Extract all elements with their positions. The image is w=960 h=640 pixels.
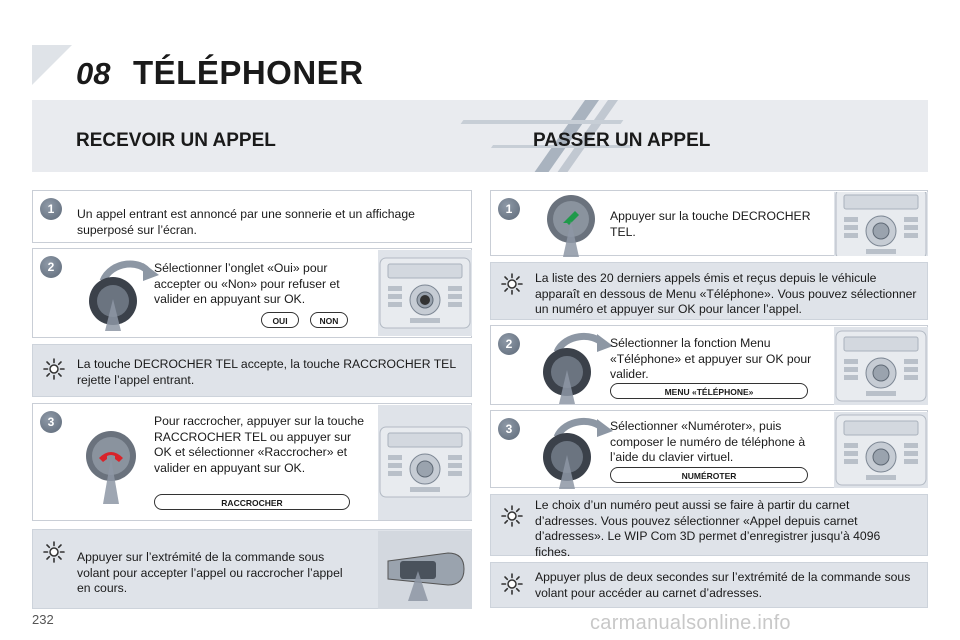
place-tip-3 <box>490 562 928 608</box>
receive-step-1 <box>32 190 472 243</box>
radio-unit-image <box>834 412 928 488</box>
step-badge: 1 <box>40 198 62 220</box>
step-badge: 3 <box>40 411 62 433</box>
place-step-3 <box>490 410 928 488</box>
step-text: Un appel entrant est annoncé par une sonnerie et un affichage superposé sur l’écran. <box>77 207 415 237</box>
step-text: Pour raccrocher, appuyer sur la touche RACCROCHER TEL ou appuyer sur OK et sélectionner «Raccrocher» et valider en appuyant sur OK. <box>154 414 365 475</box>
step-badge: 1 <box>498 198 520 220</box>
radio-unit-image <box>378 250 472 336</box>
page-corner-fold <box>32 45 72 85</box>
tip-sun-icon <box>500 272 524 296</box>
tip-text: La liste des 20 derniers appels émis et reçus depuis le véhicule apparaît en dessous de Menu «Téléphone». Vous pouvez sélectionner un numéro et appuyer sur OK pour lancer l’appel. <box>535 271 917 316</box>
step-badge: 2 <box>498 333 520 355</box>
numeroter-button[interactable]: NUMÉROTER <box>610 467 808 483</box>
place-tip-2 <box>490 494 928 559</box>
step-badge: 2 <box>40 256 62 278</box>
watermark: carmanualsonline.info <box>590 612 791 634</box>
rotary-knob-icon <box>537 413 617 489</box>
rotary-knob-icon <box>537 328 617 406</box>
receive-tip-2 <box>32 529 472 609</box>
step-text: Sélectionner la fonction Menu «Téléphone» et appuyer sur OK pour valider. <box>610 336 812 381</box>
chapter-number: 08 <box>76 56 111 91</box>
chapter-title: TÉLÉPHONER <box>133 54 364 91</box>
tip-text: Appuyer sur l’extrémité de la commande sous volant pour accepter l’appel ou raccrocher l’appel en cours. <box>77 550 343 595</box>
menu-telephone-button[interactable]: MENU «TÉLÉPHONE» <box>610 383 808 399</box>
receive-tip-1 <box>32 344 472 397</box>
non-button[interactable]: NON <box>310 312 348 328</box>
hangup-button-icon <box>81 426 141 506</box>
tip-text: La touche DECROCHER TEL accepte, la touche RACCROCHER TEL rejette l’appel entrant. <box>77 357 456 387</box>
radio-unit-image <box>834 327 928 405</box>
radio-unit-image <box>834 192 928 256</box>
receive-step-3 <box>32 403 472 521</box>
place-tip-1 <box>490 262 928 320</box>
receive-step-2 <box>32 248 472 338</box>
steering-stalk-image <box>378 531 472 609</box>
call-button-icon <box>541 193 601 257</box>
radio-unit-image <box>378 405 472 520</box>
rotary-knob-icon <box>83 253 163 337</box>
section-heading-place: PASSER UN APPEL <box>533 130 711 151</box>
tip-sun-icon <box>42 540 66 564</box>
step-text: Appuyer sur la touche DECROCHER TEL. <box>610 209 811 239</box>
tip-text: Appuyer plus de deux secondes sur l’extrémité de la commande sous volant pour accéder au carnet d’adresses. <box>535 570 911 600</box>
page-number: 232 <box>32 612 54 627</box>
section-heading-receive: RECEVOIR UN APPEL <box>76 130 276 151</box>
place-step-1 <box>490 190 928 256</box>
step-text: Sélectionner «Numéroter», puis composer le numéro de téléphone à l’aide du clavier virtuel. <box>610 419 806 464</box>
tip-sun-icon <box>500 504 524 528</box>
step-text: Sélectionner l’onglet «Oui» pour accepter ou «Non» pour refuser et valider en appuyant sur OK. <box>154 261 340 306</box>
place-step-2 <box>490 325 928 405</box>
tip-sun-icon <box>500 572 524 596</box>
tip-sun-icon <box>42 357 66 381</box>
step-badge: 3 <box>498 418 520 440</box>
raccrocher-button[interactable]: RACCROCHER <box>154 494 350 510</box>
tip-text: Le choix d’un numéro peut aussi se faire à partir du carnet d’adresses. Vous pouvez sélectionner «Appel depuis carnet d’adresses». Le WIP Com 3D permet d’enregistrer jusqu’à 4096 fiches. <box>535 498 881 559</box>
oui-button[interactable]: OUI <box>261 312 299 328</box>
